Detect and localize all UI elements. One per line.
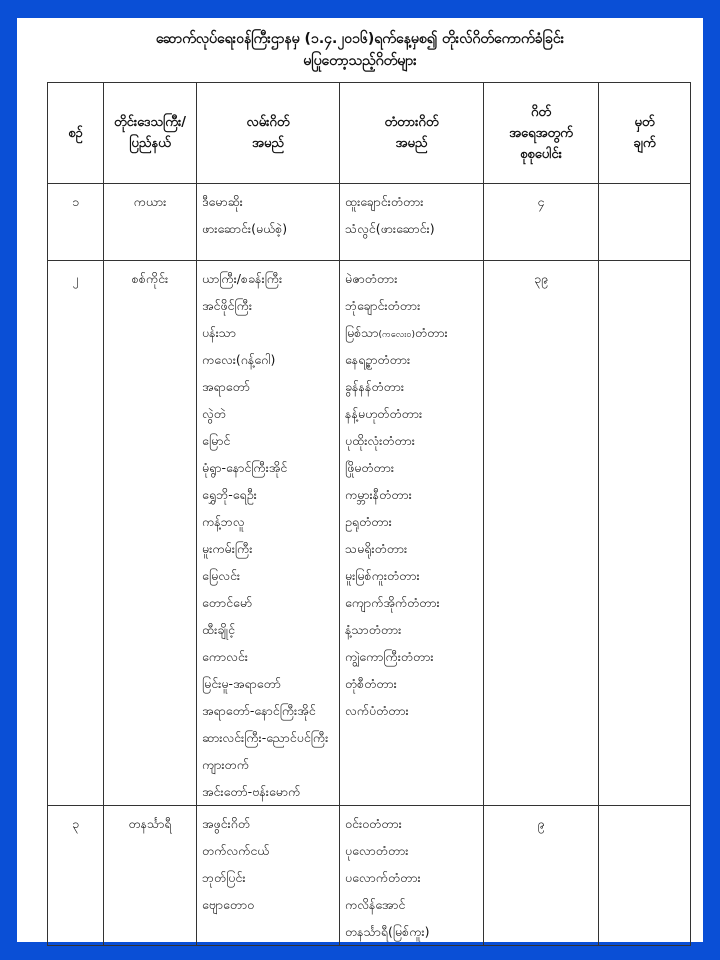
bridge-gate: ကလိန်အောင် [345,897,406,912]
bridge-gate: ထူးချောင်းတံတား [345,194,424,209]
road-gate: အဖွင်းဂိတ် [202,816,251,831]
bridge-gate: ပုလောတံတား [345,843,409,858]
bridge-gate: ခွန်နန်တံတား [345,379,405,394]
bridge-gate: နန့်မဟုတ်တံတား [345,406,423,421]
title-line-2: မပြုတော့သည့်ဂိတ်များ [303,53,417,69]
road-gate: အရာတော်-နောင်ကြီးအိုင် [202,703,316,718]
header-remark: မှတ် ချက် [599,83,691,184]
header-gate-count: ဂိတ် အရေအတွက် စုစုပေါင်း [484,83,599,184]
bridge-gate: မြစ်သာ(ကလေးဝ)တံတား [345,325,448,340]
road-gate: မြေလင်း [202,568,241,583]
bridge-gate: တနင်္သာရီ(မြစ်ကူး) [345,924,430,939]
title-line-1: ဆောက်လုပ်ရေးဝန်ကြီးဌာနမှ (၁.၄.၂၀၁၆)ရက်နေ့မှစ၍ တိုးလ်ဂိတ်ကောက်ခံခြင်း [155,31,565,47]
bridge-gate: ၀င်း၀တံတား [345,816,402,831]
bridge-gate: လက်ပံတံတား [345,703,409,718]
document-title [17,28,703,72]
road-gate: ဖားဆောင်း(မယ်စဲ့) [202,221,288,236]
region-cell: စစ်ကိုင်း [104,261,197,806]
bridge-gate: ဥရုတံတား [345,514,392,529]
bridge-gate: တုံစီတံတား [345,676,397,691]
header-bridge-gate: တံတားဂိတ် အမည် [340,83,484,184]
road-gate: ဆားလင်းကြီး-ညောင်ပင်ကြီး [202,730,329,745]
road-gate: တောင်မော် [202,595,253,610]
bridge-gate: ပုထိုးလုံးတံတား [345,433,415,448]
road-gates-cell [197,261,340,806]
gate-count-cell: ၄ [484,184,599,261]
gate-count-cell: ၉ [484,806,599,946]
road-gate: ဗျောတော၀ [202,897,255,912]
row-number: ၁ [48,184,104,261]
bridge-gate: မဲဇာတံတား [345,271,398,286]
road-gate: ထီးချိုင့် [202,622,235,637]
road-gate: မုံရွာ-နောင်ကြီးအိုင် [202,460,288,475]
header-no: စဉ် [48,83,104,184]
road-gate: ကောလင်း [202,649,248,664]
bridge-gate: နေရဉ္စာတံတား [345,352,411,367]
bridge-gate: ပလောက်တံတား [345,870,421,885]
bridge-gate: သမရိုးတံတား [345,541,408,556]
road-gate: တက်လက်ငယ် [202,843,270,858]
road-gate: အင်ဖိုင်ကြီး [202,298,252,313]
remark-cell [599,806,691,946]
table-row [48,806,691,946]
bridge-gate: သံလွင်(ဖားဆောင်း) [345,221,435,236]
bridge-gate: နံ့သာတံတား [345,622,402,637]
bridge-gate: ဖြိုမတံတား [345,460,395,475]
road-gate: မူးကမ်းကြီး [202,541,253,556]
bridge-gate: ကျွဲကောကြီးတံတား [345,649,434,664]
road-gate: မြင်းမူ-အရာတော် [202,676,281,691]
gate-count-cell: ၃၉ [484,261,599,806]
bridge-gate: ကမ္ဘားနီတံတား [345,487,412,502]
bridge-gates-cell [340,261,484,806]
row-number: ၃ [48,806,104,946]
road-gate: ကန့်ဘလူ [202,514,245,529]
road-gate: ဘုတ်ပြင်း [202,870,246,885]
road-gate: ကလေး(ဂန့်ဂေါ) [202,352,276,367]
bridge-gates-cell [340,184,484,261]
road-gate: ယာကြီး/စခန်းကြီး [202,271,283,286]
road-gate: အရာတော် [202,379,250,394]
remark-cell [599,261,691,806]
toll-gate-table [47,82,691,946]
document-page [17,18,703,942]
road-gates-cell [197,806,340,946]
road-gate: အင်းတော်-ဗန်းမောက် [202,784,301,799]
road-gate: ရွှေဘို-ရေဦး [202,487,257,502]
row-number: ၂ [48,261,104,806]
road-gates-cell [197,184,340,261]
table-row [48,184,691,261]
table-row [48,261,691,806]
road-gate: မြောင် [202,433,231,448]
bridge-gate: ကျောက်အိုက်တံတား [345,595,440,610]
road-gate: ကျားတက် [202,757,249,772]
road-gate: လွဲတဲ [202,406,226,421]
bridge-gate: ဘုံချောင်းတံတား [345,298,421,313]
header-region: တိုင်းဒေသကြီး/ ပြည်နယ် [104,83,197,184]
bridge-gates-cell [340,806,484,946]
header-road-gate: လမ်းဂိတ် အမည် [197,83,340,184]
region-cell: တနင်္သာရီ [104,806,197,946]
road-gate: ဒီမောဆိုး [202,194,243,209]
road-gate: ပန်းသာ [202,325,236,340]
region-cell: ကယား [104,184,197,261]
bridge-gate: မူးမြစ်ကူးတံတား [345,568,420,583]
remark-cell [599,184,691,261]
header-row [48,83,691,184]
